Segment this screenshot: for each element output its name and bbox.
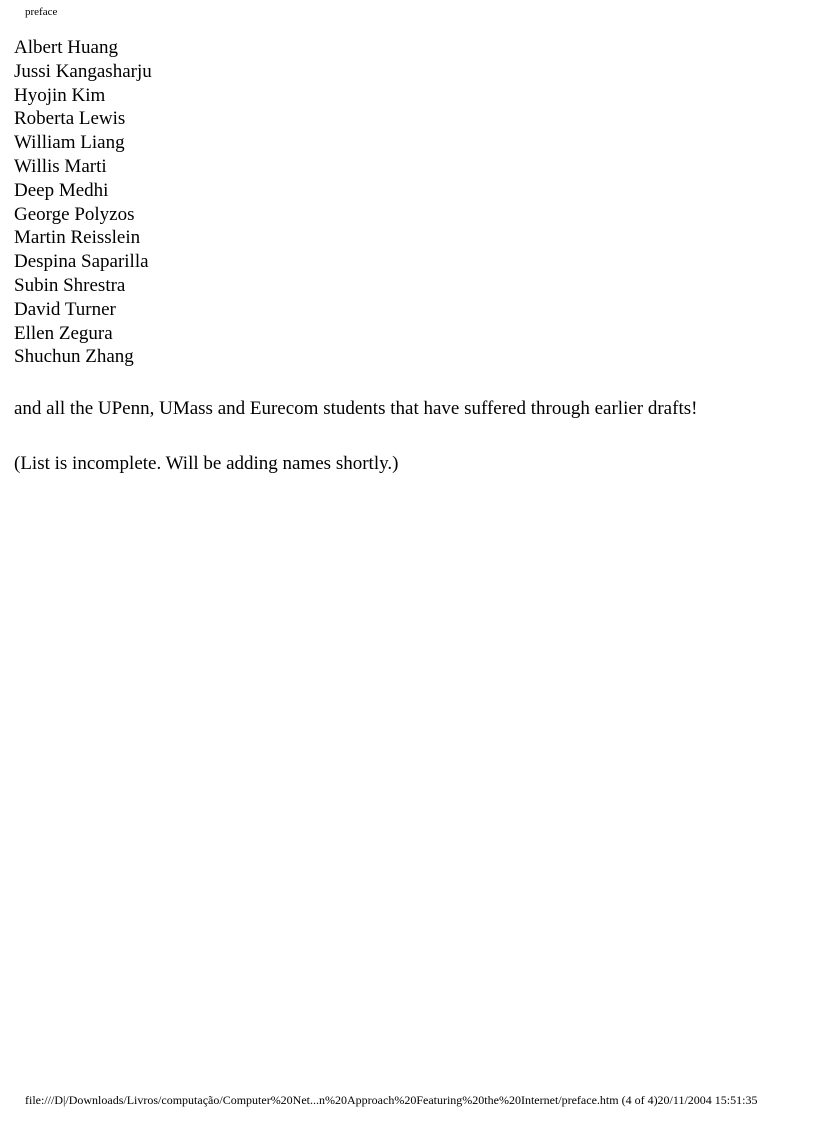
page-footer-file-path: file:///D|/Downloads/Livros/computação/Computer%20Net...n%20Approach%20Featuring%20the%20Internet/preface.htm (4 of 4)20/11/2004 15:51:35 xyxy=(25,1093,758,1107)
acknowledgement-name-list xyxy=(14,36,152,369)
list-item: Roberta Lewis xyxy=(14,108,126,130)
list-item: Martin Reisslein xyxy=(14,227,141,249)
list-item: William Liang xyxy=(14,132,125,154)
list-item: Ellen Zegura xyxy=(14,322,113,344)
list-item: Albert Huang xyxy=(14,37,118,58)
page-header-title: preface xyxy=(25,6,58,18)
thanks-paragraph: and all the UPenn, UMass and Eurecom students that have suffered through earlier drafts! xyxy=(14,398,698,419)
list-item: Shuchun Zhang xyxy=(14,346,134,368)
list-item: Despina Saparilla xyxy=(14,251,149,273)
list-item: Deep Medhi xyxy=(14,179,109,201)
list-item: Willis Marti xyxy=(14,155,107,177)
list-item: Hyojin Kim xyxy=(14,84,106,106)
list-item: George Polyzos xyxy=(14,203,135,225)
list-item: Jussi Kangasharju xyxy=(14,60,152,82)
incomplete-list-note: (List is incomplete. Will be adding names shortly.) xyxy=(14,453,399,474)
list-item: Subin Shrestra xyxy=(14,274,126,296)
list-item: David Turner xyxy=(14,298,116,320)
